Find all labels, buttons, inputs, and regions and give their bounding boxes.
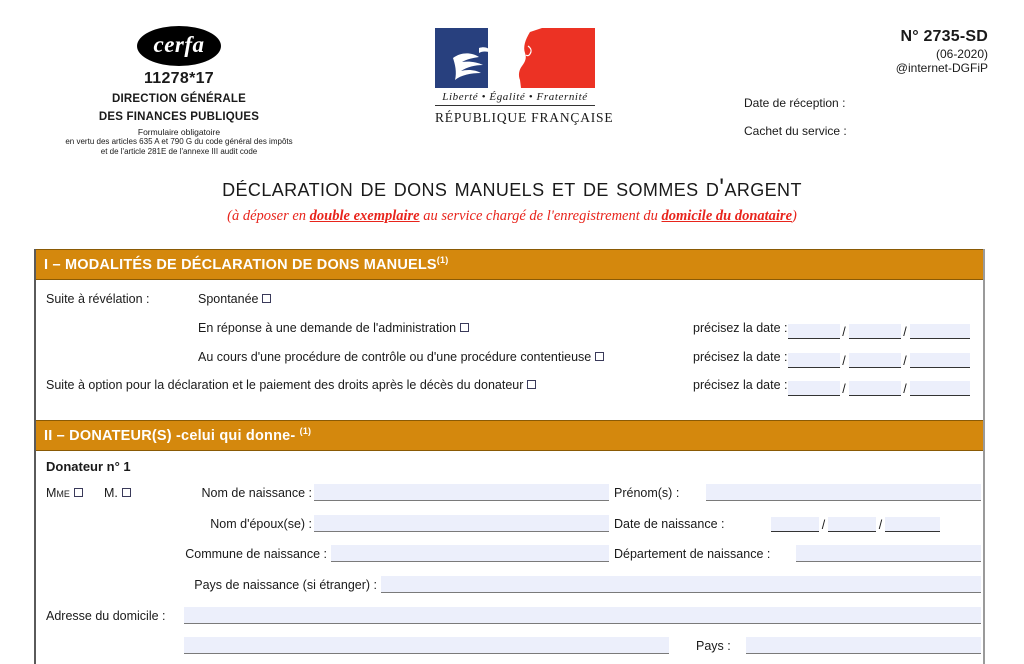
section-2-panel	[36, 451, 983, 664]
date-naissance-sep-a: /	[821, 517, 826, 532]
form-date: (06-2020)	[935, 47, 988, 61]
date-naissance-year[interactable]	[885, 517, 940, 532]
date-sep-2b: /	[903, 353, 907, 368]
page-header	[0, 0, 1024, 170]
option-deces-donateur[interactable]	[46, 378, 536, 392]
label-nom-epoux: Nom d'époux(se) :	[210, 516, 312, 531]
date-input-group-2[interactable]	[788, 353, 970, 368]
date-month-2[interactable]	[849, 353, 901, 368]
option-demande-administration[interactable]	[198, 321, 469, 335]
date-label-2: précisez la date :	[693, 349, 788, 364]
civility-m-label: M.	[104, 485, 118, 500]
date-year-1[interactable]	[910, 324, 970, 339]
marianne-flag-icon	[435, 28, 595, 88]
form-identification-block	[896, 28, 988, 75]
input-pays[interactable]	[746, 637, 981, 654]
org-line-2: DES FINANCES PUBLIQUES	[98, 111, 260, 123]
republique-francaise-block	[435, 28, 614, 126]
subtitle-post: )	[792, 208, 797, 224]
subtitle-pre: (à déposer en	[227, 208, 310, 224]
input-commune-naissance[interactable]	[331, 545, 609, 562]
devise-text: Liberté • Égalité • Fraternité	[435, 91, 595, 106]
checkbox-deces-donateur[interactable]	[527, 380, 536, 389]
date-month-1[interactable]	[849, 324, 901, 339]
date-day-3[interactable]	[788, 381, 840, 396]
date-day-1[interactable]	[788, 324, 840, 339]
checkbox-mme[interactable]	[74, 488, 83, 497]
form-web-source: @internet-DGFiP	[895, 61, 988, 75]
input-pays-naissance[interactable]	[381, 576, 981, 593]
date-group-1	[693, 321, 970, 339]
date-naissance-sep-b: /	[878, 517, 883, 532]
org-line-1: DIRECTION GÉNÉRALE	[112, 93, 246, 105]
option-spontanee-label: Spontanée	[198, 291, 259, 306]
cerfa-logo-icon	[137, 26, 221, 66]
option-deces-donateur-label: Suite à option pour la déclaration et le paiement des droits après le décès du donateur	[46, 377, 524, 392]
title-block	[0, 174, 1024, 225]
option-demande-administration-label: En réponse à une demande de l'administration	[198, 320, 457, 335]
subtitle-emphasis-1: double exemplaire	[309, 208, 420, 224]
label-pays: Pays :	[696, 638, 731, 653]
label-adresse-domicile: Adresse du domicile :	[46, 608, 166, 623]
form-body	[34, 249, 985, 664]
input-adresse-domicile-2[interactable]	[184, 637, 669, 654]
cerfa-logo-text: cerfa	[153, 32, 205, 57]
label-nom-naissance: Nom de naissance :	[201, 485, 312, 500]
section-1-panel	[36, 280, 983, 420]
form-number: N° 2735-SD	[900, 28, 988, 45]
date-sep-1b: /	[903, 324, 907, 339]
option-procedure-controle-label: Au cours d'une procédure de contrôle ou d'une procédure contentieuse	[198, 349, 592, 364]
subtitle-emphasis-2: domicile du donataire	[661, 208, 793, 224]
section-2-header	[36, 420, 983, 451]
republique-francaise-text: RÉPUBLIQUE FRANÇAISE	[435, 110, 614, 125]
date-year-2[interactable]	[910, 353, 970, 368]
reception-date-label: Date de réception :	[744, 96, 846, 110]
section-1-title: I – MODALITÉS DE DÉCLARATION DE DONS MANUELS	[44, 256, 437, 273]
date-label-3: précisez la date :	[693, 377, 788, 392]
date-month-3[interactable]	[849, 381, 901, 396]
suite-revelation-label: Suite à révélation :	[46, 291, 150, 306]
donor-number-title: Donateur n° 1	[46, 458, 131, 474]
legal-line-2: et de l'article 281E de l'annexe III audit code	[100, 147, 258, 156]
checkbox-demande-administration[interactable]	[460, 323, 469, 332]
civility-mme[interactable]	[46, 486, 83, 500]
label-pays-naissance: Pays de naissance (si étranger) :	[194, 577, 377, 592]
checkbox-spontanee[interactable]	[262, 294, 271, 303]
checkbox-procedure-controle[interactable]	[595, 352, 604, 361]
input-prenoms[interactable]	[706, 484, 981, 501]
date-day-2[interactable]	[788, 353, 840, 368]
input-group-date-naissance[interactable]	[771, 517, 940, 532]
date-sep-2a: /	[842, 353, 846, 368]
input-nom-epoux[interactable]	[314, 515, 609, 532]
date-input-group-3[interactable]	[788, 381, 970, 396]
date-sep-1a: /	[842, 324, 846, 339]
cerfa-number: 11278*17	[143, 70, 215, 87]
page-title: déclaration de dons manuels et de sommes d'argent	[222, 174, 802, 202]
date-naissance-month[interactable]	[828, 517, 876, 532]
label-date-naissance: Date de naissance :	[614, 516, 725, 531]
subtitle-mid: au service chargé de l'enregistrement du	[419, 208, 662, 224]
label-commune-naissance: Commune de naissance :	[185, 546, 327, 561]
label-departement-naissance: Département de naissance :	[614, 546, 771, 561]
label-prenoms: Prénom(s) :	[614, 485, 680, 500]
date-group-3	[693, 378, 970, 396]
date-input-group-1[interactable]	[788, 324, 970, 339]
date-sep-3a: /	[842, 381, 846, 396]
civility-mme-label: Mme	[46, 485, 70, 500]
civility-m[interactable]	[104, 486, 131, 500]
option-procedure-controle[interactable]	[198, 350, 604, 364]
section-1-header	[36, 249, 983, 280]
input-adresse-domicile-1[interactable]	[184, 607, 981, 624]
date-naissance-day[interactable]	[771, 517, 819, 532]
date-sep-3b: /	[903, 381, 907, 396]
option-spontanee[interactable]	[198, 292, 271, 306]
checkbox-m[interactable]	[122, 488, 131, 497]
legal-line-1: en vertu des articles 635 A et 790 G du code général des impôts	[65, 137, 293, 146]
mandatory-note: Formulaire obligatoire	[137, 127, 221, 137]
section-1-footnote-ref: (1)	[436, 255, 449, 265]
service-stamp-label: Cachet du service :	[744, 124, 847, 138]
date-label-1: précisez la date :	[693, 320, 788, 335]
date-group-2	[693, 350, 970, 368]
section-2-footnote-ref: (1)	[299, 425, 312, 436]
page-subtitle	[0, 208, 1024, 225]
input-departement-naissance[interactable]	[796, 545, 981, 562]
cerfa-block	[34, 26, 324, 157]
date-year-3[interactable]	[910, 381, 970, 396]
section-2-title: II – DONATEUR(S) -celui qui donne-	[44, 427, 296, 444]
input-nom-naissance[interactable]	[314, 484, 609, 501]
